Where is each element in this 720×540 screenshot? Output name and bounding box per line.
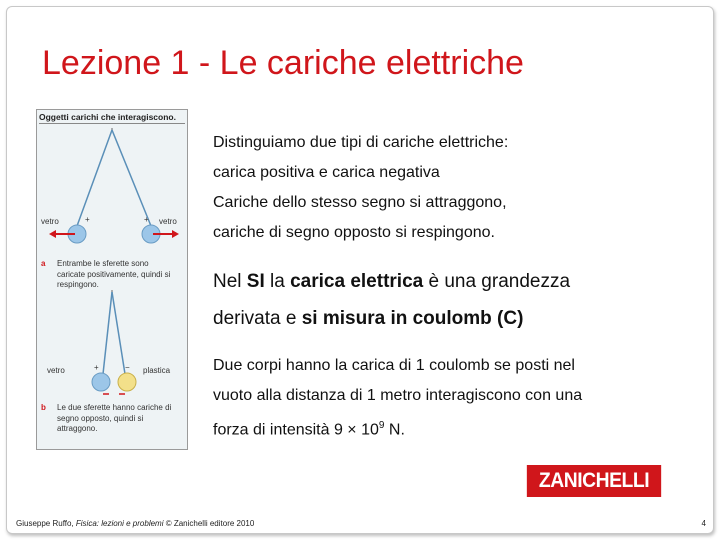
text-span: la (264, 271, 291, 292)
figure-charges (36, 109, 188, 450)
text-line: Distinguiamo due tipi di cariche elettriche: (213, 134, 509, 151)
sphere-right-b (118, 373, 136, 391)
footer-book-title: Fisica: lezioni e problemi (75, 519, 164, 528)
footer-publisher: © Zanichelli editore 2010 (163, 519, 255, 528)
text-block-coulomb-definition (213, 351, 582, 445)
repelling-spheres-illustration (39, 126, 185, 276)
text-bold-span: carica elettrica (290, 271, 424, 292)
label-left-a: vetro (41, 217, 59, 226)
text-span: N. (384, 421, 405, 439)
text-line: carica positiva e carica negativa (213, 164, 440, 181)
panel-letter-a: a (41, 259, 46, 268)
text-line: vuoto alla distanza di 1 metro interagiscono con una (213, 387, 583, 404)
text-line: Cariche dello stesso segno si attraggono, (213, 194, 507, 211)
text-block-si-unit (213, 263, 570, 337)
sign-left-a: + (85, 215, 90, 224)
sign-right-a: + (144, 215, 149, 224)
sphere-left-b (92, 373, 110, 391)
label-right-b: plastica (143, 366, 171, 375)
text-bold-span: SI (246, 271, 265, 292)
figure-panel-a (39, 126, 185, 289)
footer-author: Giuseppe Ruffo, (16, 519, 76, 528)
text-span: derivata e (213, 308, 302, 329)
zanichelli-logo: ZANICHELLI (527, 465, 661, 497)
slide-title: Lezione 1 - Le cariche elettriche (42, 44, 524, 82)
text-block-charge-types (213, 128, 508, 248)
figure-header: Oggetti carichi che interagiscono. (39, 112, 185, 124)
label-left-b: vetro (47, 366, 65, 375)
caption-b: Le due sferette hanno cariche di segno opposto, quindi si attraggono. (57, 403, 172, 433)
text-span: forza di intensità 9 × 10 (213, 421, 379, 439)
panel-letter-b: b (41, 403, 46, 412)
figure-panel-b (39, 290, 185, 448)
footer-credit (16, 519, 254, 528)
exponent: 9 (378, 420, 385, 431)
text-line (213, 411, 582, 445)
text-bold-span: si misura in coulomb (C) (301, 308, 524, 329)
text-line (213, 263, 570, 300)
sign-left-b: + (94, 363, 99, 372)
text-line: Due corpi hanno la carica di 1 coulomb se posti nel (213, 357, 575, 374)
text-line (213, 300, 570, 337)
page-number: 4 (701, 519, 706, 528)
text-line: cariche di segno opposto si respingono. (213, 224, 495, 241)
sign-right-b: − (125, 363, 130, 372)
text-span: è una grandezza (423, 271, 571, 292)
attracting-spheres-illustration (39, 290, 185, 410)
caption-a: Entrambe le sferette sono caricate positivamente, quindi si respingono. (57, 259, 171, 289)
text-span: Nel (213, 271, 247, 292)
label-right-a: vetro (159, 217, 177, 226)
